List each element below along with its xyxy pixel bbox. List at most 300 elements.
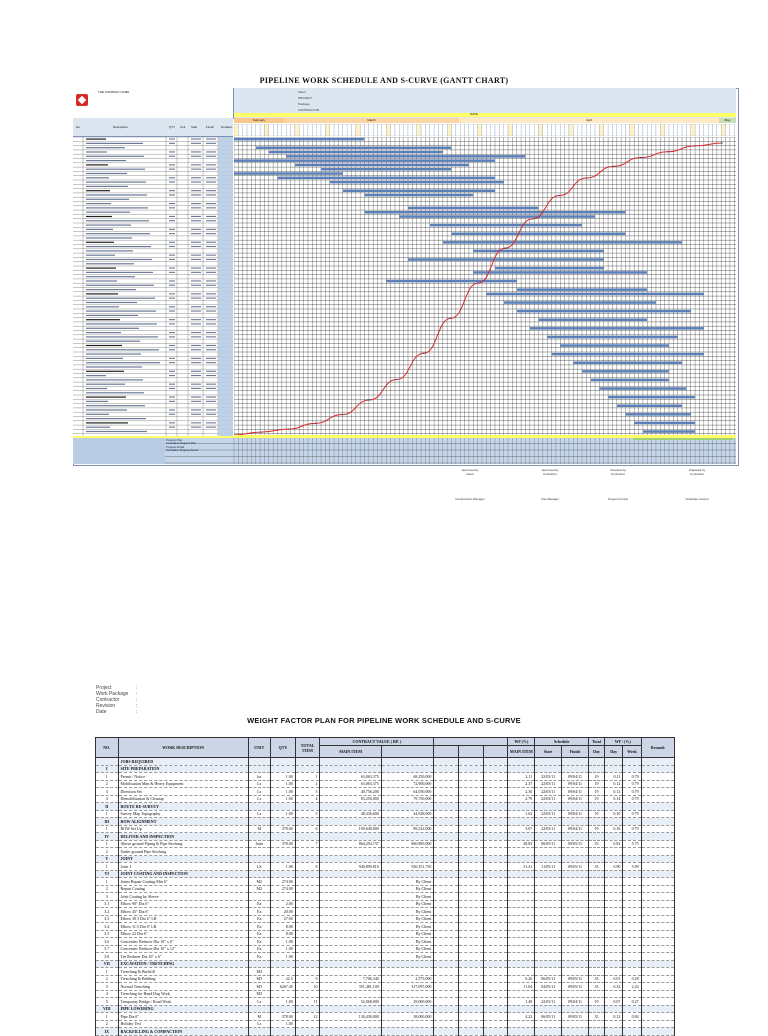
finish-text-stroke <box>206 233 216 234</box>
cell-d <box>588 758 604 766</box>
gantt-bar <box>430 224 582 227</box>
cell-v1: 109,640,000 <box>320 825 381 833</box>
cell-x1 <box>434 908 459 916</box>
cell-s <box>535 833 562 841</box>
cell-w <box>623 945 641 953</box>
cell-qty: 1.00 <box>271 1020 296 1028</box>
cell-item <box>295 893 320 901</box>
cell-v1 <box>320 818 381 826</box>
cell-unit <box>248 818 271 826</box>
qty-text-stroke <box>169 246 175 247</box>
th-day: Day <box>588 746 604 758</box>
cell-x2 <box>459 840 484 848</box>
cell-rem <box>641 840 674 848</box>
day-cell <box>304 124 308 136</box>
sig-role: Prepared by <box>688 468 706 472</box>
cell-item <box>295 968 320 976</box>
activity-text-stroke <box>86 263 134 264</box>
activity-text-stroke <box>86 311 156 312</box>
activity-text-stroke <box>86 186 128 187</box>
cell-x3 <box>483 1028 508 1036</box>
cell-rem <box>641 953 674 961</box>
activity-text-stroke <box>86 182 146 183</box>
cell-x2 <box>459 810 484 818</box>
date-band <box>234 113 736 117</box>
cell-v1 <box>320 990 381 998</box>
cell-rem <box>641 803 674 811</box>
cell-no: 5 <box>96 998 119 1006</box>
cell-x2 <box>459 953 484 961</box>
meta-sep: : <box>136 691 138 697</box>
table-row <box>96 1013 675 1021</box>
cell-qty: 378.00 <box>271 825 296 833</box>
activity-text-stroke <box>86 255 115 256</box>
cell-x3 <box>483 870 508 878</box>
qty-text-stroke <box>169 169 175 170</box>
table-section-row <box>96 765 675 773</box>
s-curve-point <box>342 414 343 415</box>
activity-text-stroke <box>86 164 108 165</box>
cell-no: 3.4 <box>96 923 119 931</box>
cell-dd: 0.14 <box>605 795 623 803</box>
cell-v1 <box>320 953 381 961</box>
cell-x1 <box>434 900 459 908</box>
start-text-stroke <box>191 246 201 247</box>
th-description: WORK DESCRIPTION <box>118 738 248 758</box>
gantt-bar <box>517 288 648 291</box>
cell-item: 1 <box>295 773 320 781</box>
gantt-bar <box>599 387 686 390</box>
cell-no: V <box>96 855 119 863</box>
cell-w <box>623 765 641 773</box>
cell-x1 <box>434 810 459 818</box>
cell-unit: Ls <box>248 788 271 796</box>
day-cell <box>460 124 464 136</box>
start-text-stroke <box>191 233 201 234</box>
cell-desc: Elbow 30 3 Dia 6" LR <box>118 915 248 923</box>
activity-text-stroke <box>86 302 137 303</box>
cell-item: 3 <box>295 788 320 796</box>
cell-desc: Trenching for Hand Dug Work <box>118 990 248 998</box>
day-cell <box>360 124 364 136</box>
day-cell <box>573 124 577 136</box>
month-may: May <box>719 118 736 123</box>
cell-rem <box>641 825 674 833</box>
cell-v1: 130,430,000 <box>320 1013 381 1021</box>
table-row <box>96 915 675 923</box>
gantt-bar <box>365 211 626 214</box>
cell-rem <box>641 1005 674 1013</box>
cell-s: 06/05/11 <box>535 975 562 983</box>
cell-rem <box>641 833 674 841</box>
cell-d: 19 <box>588 780 604 788</box>
table-section-row <box>96 855 675 863</box>
start-text-stroke <box>191 362 201 363</box>
qty-text-stroke <box>169 427 175 428</box>
finish-text-stroke <box>206 229 216 230</box>
cell-desc: Elbow 11.5 Dia 6" LR <box>118 923 248 931</box>
gantt-bar <box>473 250 604 253</box>
activity-text-stroke <box>86 345 122 346</box>
day-cell <box>343 124 347 136</box>
day-cell <box>713 124 717 136</box>
activity-text-stroke <box>86 151 107 152</box>
cell-dd <box>605 833 623 841</box>
cell-x1 <box>434 998 459 1006</box>
gantt-bar <box>330 181 504 184</box>
cell-v1: 48,436,600 <box>320 810 381 818</box>
cell-unit: M <box>248 825 271 833</box>
table-section-row <box>96 960 675 968</box>
progress-footer-left <box>73 437 165 464</box>
s-curve-point <box>667 151 668 152</box>
cell-d: 19 <box>588 998 604 1006</box>
cell-v2: By Client <box>381 938 434 946</box>
cell-wf: 2.11 <box>508 773 535 781</box>
table-row <box>96 795 675 803</box>
legend-cumulative-plan: Cumulative Progress Plan <box>166 442 196 446</box>
cell-f <box>562 855 589 863</box>
cell-desc: Joint Coating by Sleeve <box>118 893 248 901</box>
cell-desc: BACKFILLING & COMPACTION <box>118 1028 248 1036</box>
cell-wf <box>508 930 535 938</box>
activity-text-stroke <box>86 220 149 221</box>
finish-text-stroke <box>206 216 216 217</box>
cell-w: 0.79 <box>623 773 641 781</box>
qty-text-stroke <box>169 220 175 221</box>
cell-s <box>535 900 562 908</box>
finish-text-stroke <box>206 272 216 273</box>
cell-wf <box>508 833 535 841</box>
activity-text-stroke <box>86 384 125 385</box>
cell-x2 <box>459 908 484 916</box>
finish-text-stroke <box>206 190 216 191</box>
cell-v2: 79,750,000 <box>381 795 434 803</box>
cell-w <box>623 900 641 908</box>
cell-v1: 63,063,375 <box>320 780 381 788</box>
cell-w: 0.84 <box>623 1013 641 1021</box>
day-cell <box>321 124 325 136</box>
table-row <box>96 953 675 961</box>
gantt-column-header <box>73 118 233 137</box>
cell-wf <box>508 870 535 878</box>
cell-x3 <box>483 758 508 766</box>
cell-x1 <box>434 923 459 931</box>
cell-w <box>623 1005 641 1013</box>
day-cell <box>373 124 377 136</box>
activity-text-stroke <box>86 285 154 286</box>
cell-rem <box>641 968 674 976</box>
cell-w <box>623 878 641 886</box>
activity-text-stroke <box>86 156 144 157</box>
s-curve-point <box>694 145 695 146</box>
month-march: March <box>284 118 459 123</box>
cell-w <box>623 885 641 893</box>
cell-no: 3.7 <box>96 945 119 953</box>
day-cell <box>717 124 721 136</box>
finish-text-stroke <box>206 207 216 208</box>
day-cell <box>543 124 547 136</box>
gantt-bar <box>634 422 695 425</box>
cell-f <box>562 953 589 961</box>
finish-text-stroke <box>206 319 216 320</box>
table-row <box>96 848 675 856</box>
cell-item <box>295 765 320 773</box>
cell-no: 2 <box>96 780 119 788</box>
activity-text-stroke <box>86 418 146 419</box>
cell-unit: Ea <box>248 900 271 908</box>
cell-dd: 0.12 <box>605 780 623 788</box>
table-section-row <box>96 758 675 766</box>
activity-text-stroke <box>86 315 138 316</box>
cell-no: 2 <box>96 1020 119 1028</box>
cell-wf: 2.37 <box>508 780 535 788</box>
day-cell <box>317 124 321 136</box>
cell-x2 <box>459 765 484 773</box>
cell-x1 <box>434 863 459 871</box>
cell-d <box>588 990 604 998</box>
cell-item <box>295 938 320 946</box>
cell-x3 <box>483 915 508 923</box>
cell-desc: EXCAVATION / TRENCHING <box>118 960 248 968</box>
cell-f <box>562 908 589 916</box>
gantt-bar <box>626 413 691 416</box>
cell-qty <box>271 960 296 968</box>
day-cell <box>626 124 630 136</box>
cell-desc: Joint 1 <box>118 863 248 871</box>
gantt-bar <box>530 327 704 330</box>
cell-x3 <box>483 833 508 841</box>
day-cell <box>569 124 573 136</box>
cell-dd <box>605 1005 623 1013</box>
day-cell <box>639 124 643 136</box>
cell-x2 <box>459 788 484 796</box>
start-text-stroke <box>191 285 201 286</box>
qty-text-stroke <box>169 345 175 346</box>
table-row <box>96 938 675 946</box>
cell-item <box>295 990 320 998</box>
cell-desc: ROUTE RE-SURVEY <box>118 803 248 811</box>
col-no: No. <box>76 125 81 129</box>
cell-x2 <box>459 893 484 901</box>
cell-dd <box>605 870 623 878</box>
day-cell <box>686 124 690 136</box>
activity-text-stroke <box>86 306 119 307</box>
activity-text-stroke <box>86 371 124 372</box>
cell-qty: 378.00 <box>271 840 296 848</box>
gantt-bar <box>234 172 343 175</box>
cell-d <box>588 848 604 856</box>
cell-unit: LS <box>248 863 271 871</box>
cell-w: 0.27 <box>623 998 641 1006</box>
cell-x3 <box>483 878 508 886</box>
finish-text-stroke <box>206 323 216 324</box>
cell-unit <box>248 855 271 863</box>
start-text-stroke <box>191 268 201 269</box>
cell-qty <box>271 848 296 856</box>
day-cell <box>608 124 612 136</box>
activity-text-stroke <box>86 414 109 415</box>
cell-f: 09/04/11 <box>562 998 589 1006</box>
activity-text-stroke <box>86 259 152 260</box>
cell-desc: Direction Set <box>118 788 248 796</box>
cell-x3 <box>483 893 508 901</box>
cell-qty <box>271 818 296 826</box>
cell-d: 19 <box>588 795 604 803</box>
cell-unit: M <box>248 1013 271 1021</box>
table-section-row <box>96 1005 675 1013</box>
project-info-project: PROJECT <box>298 96 313 100</box>
cell-x3 <box>483 885 508 893</box>
cell-x3 <box>483 968 508 976</box>
activity-text-stroke <box>86 242 114 243</box>
day-cell <box>691 124 695 136</box>
start-text-stroke <box>191 220 201 221</box>
day-cell <box>682 124 686 136</box>
activity-text-stroke <box>86 397 126 398</box>
gantt-bar <box>365 194 474 197</box>
day-cell <box>539 124 543 136</box>
cell-x3 <box>483 930 508 938</box>
s-curve-point <box>260 431 261 432</box>
day-cell <box>452 124 456 136</box>
cell-s: 22/03/11 <box>535 810 562 818</box>
cell-d: 35 <box>588 863 604 871</box>
cell-f <box>562 900 589 908</box>
day-cell <box>308 124 312 136</box>
qty-text-stroke <box>169 207 175 208</box>
cell-x3 <box>483 780 508 788</box>
s-curve-point <box>369 399 370 400</box>
day-cell <box>251 124 255 136</box>
cell-x2 <box>459 878 484 886</box>
cell-f <box>562 833 589 841</box>
cell-item <box>295 878 320 886</box>
th-sub-3 <box>483 746 508 758</box>
th-no: NO. <box>96 738 119 758</box>
cell-qty <box>271 1028 296 1036</box>
cell-wf: 28.83 <box>508 840 535 848</box>
cell-s <box>535 990 562 998</box>
cell-x1 <box>434 893 459 901</box>
day-cell <box>351 124 355 136</box>
cell-s: 22/03/11 <box>535 788 562 796</box>
cell-v2: By Client <box>381 900 434 908</box>
start-text-stroke <box>191 371 201 372</box>
cell-qty: 1.00 <box>271 810 296 818</box>
th-week: Week <box>623 746 641 758</box>
day-cell <box>482 124 486 136</box>
cell-wf: 11.04 <box>508 983 535 991</box>
cell-f <box>562 930 589 938</box>
activity-text-stroke <box>86 199 129 200</box>
cell-x2 <box>459 960 484 968</box>
start-text-stroke <box>191 229 201 230</box>
cell-no: 3.8 <box>96 953 119 961</box>
table-section-row <box>96 870 675 878</box>
cell-w <box>623 915 641 923</box>
cell-v1: 940,899,810 <box>320 863 381 871</box>
day-cell <box>673 124 677 136</box>
cell-x3 <box>483 863 508 871</box>
cell-qty: 20.00 <box>271 908 296 916</box>
cell-no: 3.2 <box>96 908 119 916</box>
cell-d: 19 <box>588 773 604 781</box>
cell-item: 7 <box>295 840 320 848</box>
cell-x3 <box>483 975 508 983</box>
cell-rem <box>641 1028 674 1036</box>
cell-rem <box>641 983 674 991</box>
table-row <box>96 968 675 976</box>
day-cell <box>504 124 508 136</box>
th-sub-1 <box>434 746 459 758</box>
activity-text-stroke <box>86 289 136 290</box>
cell-dd <box>605 848 623 856</box>
start-text-stroke <box>191 358 201 359</box>
finish-text-stroke <box>206 298 216 299</box>
gantt-bar <box>539 319 648 322</box>
finish-text-stroke <box>206 285 216 286</box>
cell-dd: 0.10 <box>605 810 623 818</box>
cell-item <box>295 870 320 878</box>
day-cell <box>499 124 503 136</box>
sig-org: Contractor <box>542 472 557 476</box>
cell-desc: Tee Reducer Dia 10" x 6" <box>118 953 248 961</box>
col-qty: QTY <box>169 125 176 129</box>
finish-text-stroke <box>206 293 216 294</box>
start-text-stroke <box>191 306 201 307</box>
meta-label: Contractor <box>96 697 120 703</box>
cell-unit: Ea <box>248 923 271 931</box>
qty-text-stroke <box>169 298 175 299</box>
activity-text-stroke <box>86 139 106 140</box>
gantt-bar <box>552 353 704 356</box>
cell-unit <box>248 870 271 878</box>
cell-x2 <box>459 758 484 766</box>
day-cell <box>565 124 569 136</box>
cell-v1 <box>320 923 381 931</box>
day-cell <box>547 124 551 136</box>
s-curve-point <box>477 282 478 283</box>
meta-sep: : <box>136 697 138 703</box>
cell-wf: 1.62 <box>508 810 535 818</box>
day-cell <box>291 124 295 136</box>
cell-x1 <box>434 1013 459 1021</box>
cell-desc: Concentric Reducer Dia 10" x 12" <box>118 945 248 953</box>
day-cell <box>282 124 286 136</box>
cell-rem <box>641 960 674 968</box>
day-cell <box>586 124 590 136</box>
cell-d: 19 <box>588 825 604 833</box>
cell-v1 <box>320 878 381 886</box>
cell-wf <box>508 923 535 931</box>
cell-s <box>535 908 562 916</box>
gantt-bar <box>495 267 604 270</box>
cell-unit <box>248 848 271 856</box>
cell-no: 4 <box>96 795 119 803</box>
cell-wf <box>508 848 535 856</box>
start-text-stroke <box>191 414 201 415</box>
company-name: THE COMPANY NAME <box>98 90 130 94</box>
cell-item: 4 <box>295 795 320 803</box>
cell-item <box>295 855 320 863</box>
cell-s: 22/03/11 <box>535 795 562 803</box>
cell-v1: 83,250,000 <box>320 795 381 803</box>
day-cell <box>430 124 434 136</box>
cell-wf <box>508 758 535 766</box>
qty-text-stroke <box>169 229 175 230</box>
start-text-stroke <box>191 139 201 140</box>
